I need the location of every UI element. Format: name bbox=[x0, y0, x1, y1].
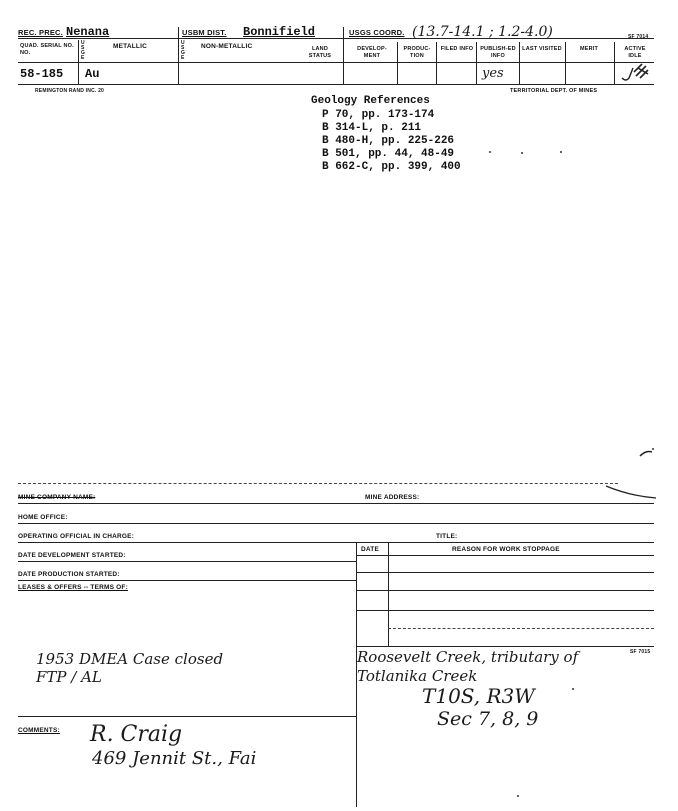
home-office-label: HOME OFFICE: bbox=[18, 514, 68, 521]
divider bbox=[565, 42, 566, 84]
divider bbox=[356, 555, 654, 556]
divider bbox=[388, 542, 389, 647]
divider bbox=[18, 523, 654, 524]
comment-name: R. Craig bbox=[90, 722, 183, 747]
dmea-note-line2: FTP / AL bbox=[36, 668, 102, 686]
mine-address-label: MINE ADDRESS: bbox=[365, 494, 420, 501]
divider bbox=[436, 42, 437, 84]
divider bbox=[519, 42, 520, 84]
scan-dot bbox=[489, 151, 491, 153]
header-rule-top bbox=[18, 38, 654, 39]
title-label: TITLE: bbox=[436, 533, 458, 540]
divider bbox=[18, 561, 356, 562]
scan-dot bbox=[572, 688, 574, 690]
usge-non-metallic-label: U S G E bbox=[181, 40, 186, 61]
usgs-coord-value: (13.7-14.1 ; 1.2-4.0) bbox=[412, 24, 553, 40]
serial-value: 58-185 bbox=[20, 67, 64, 81]
last-visited-label: LAST VISITED bbox=[522, 46, 562, 52]
scan-dot bbox=[652, 448, 654, 450]
divider bbox=[356, 646, 654, 647]
divider bbox=[178, 27, 179, 84]
metallic-value: Au bbox=[85, 67, 100, 81]
development-started-label: DATE DEVELOPMENT STARTED: bbox=[18, 552, 126, 559]
references-title: Geology References bbox=[311, 95, 430, 107]
usge-metallic-label: U S G E bbox=[81, 40, 86, 61]
divider bbox=[476, 42, 477, 84]
usgs-coord-label: USGS COORD. bbox=[349, 28, 405, 37]
usbm-dist-label: USBM DIST. bbox=[182, 28, 227, 37]
printer-note: REMINGTON RAND INC. 20 bbox=[35, 88, 105, 94]
rec-prec-label: REC. PREC. bbox=[18, 28, 63, 37]
leases-label: LEASES & OFFERS -- TERMS OF: bbox=[18, 584, 128, 591]
territorial-note: TERRITORIAL DEPT. OF MINES bbox=[510, 88, 598, 94]
reference-item: B 501, pp. 44, 48-49 bbox=[322, 148, 455, 160]
form-number-top: SF 7014 bbox=[628, 34, 649, 40]
location-line1: Roosevelt Creek, tributary of bbox=[357, 648, 579, 666]
divider bbox=[18, 503, 654, 504]
reference-item: P 70, pp. 173-174 bbox=[322, 109, 435, 121]
divider bbox=[18, 580, 356, 581]
usbm-dist-value: Bonnifield bbox=[243, 25, 316, 39]
divider bbox=[356, 590, 654, 591]
divider bbox=[388, 628, 654, 629]
header-rule-mid bbox=[18, 62, 654, 63]
merit-label: MERIT bbox=[579, 46, 599, 52]
scan-dot bbox=[521, 152, 523, 154]
active-idle-label: ACTIVE IDLE bbox=[624, 46, 646, 59]
location-line2: Totlanika Creek bbox=[357, 667, 478, 685]
production-label: PRODUC-TION bbox=[403, 46, 431, 59]
published-value: yes bbox=[482, 66, 504, 81]
production-started-label: DATE PRODUCTION STARTED: bbox=[18, 571, 120, 578]
operating-official-label: OPERATING OFFICIAL IN CHARGE: bbox=[18, 533, 135, 540]
location-line4: Sec 7, 8, 9 bbox=[437, 708, 539, 730]
published-info-label: PUBLISH-ED INFO bbox=[480, 46, 516, 59]
location-line3: T10S, R3W bbox=[422, 684, 535, 708]
reference-item: B 314-L, p. 211 bbox=[322, 122, 422, 134]
header-rule-bottom bbox=[18, 84, 654, 85]
comments-label: COMMENTS: bbox=[18, 727, 60, 734]
scan-dot bbox=[560, 151, 562, 153]
active-checkmark-icon bbox=[620, 60, 656, 86]
comment-address: 469 Jennit St., Fai bbox=[92, 748, 257, 769]
divider bbox=[78, 40, 79, 84]
dmea-note-line1: 1953 DMEA Case closed bbox=[36, 650, 224, 668]
reference-item: B 480-H, pp. 225-226 bbox=[322, 135, 455, 147]
dashed-rule bbox=[18, 483, 618, 484]
non-metallic-label: NON-METALLIC bbox=[201, 43, 253, 50]
divider bbox=[397, 42, 398, 84]
land-status-label: LAND STATUS bbox=[308, 46, 332, 59]
filed-info-label: FILED INFO bbox=[440, 46, 474, 52]
divider bbox=[356, 572, 654, 573]
date-column-label: DATE bbox=[361, 546, 380, 553]
metallic-label: METALLIC bbox=[113, 43, 147, 50]
divider bbox=[18, 542, 654, 543]
divider bbox=[356, 610, 654, 611]
scan-dot bbox=[517, 795, 519, 797]
divider bbox=[18, 716, 356, 717]
mine-company-label: MINE COMPANY NAME: bbox=[18, 494, 96, 501]
reason-column-label: REASON FOR WORK STOPPAGE bbox=[452, 546, 560, 553]
rec-prec-value: Nenana bbox=[66, 25, 110, 39]
form-number-bottom: SF 7015 bbox=[630, 649, 651, 655]
divider bbox=[343, 27, 344, 84]
reference-item: B 662-C, pp. 399, 400 bbox=[322, 161, 461, 173]
corner-stroke-mark bbox=[600, 446, 660, 502]
quad-serial-label: QUAD. SERIAL NO. NO. bbox=[20, 43, 74, 56]
develop-label: DEVELOP-MENT bbox=[357, 46, 387, 59]
divider bbox=[614, 42, 615, 84]
